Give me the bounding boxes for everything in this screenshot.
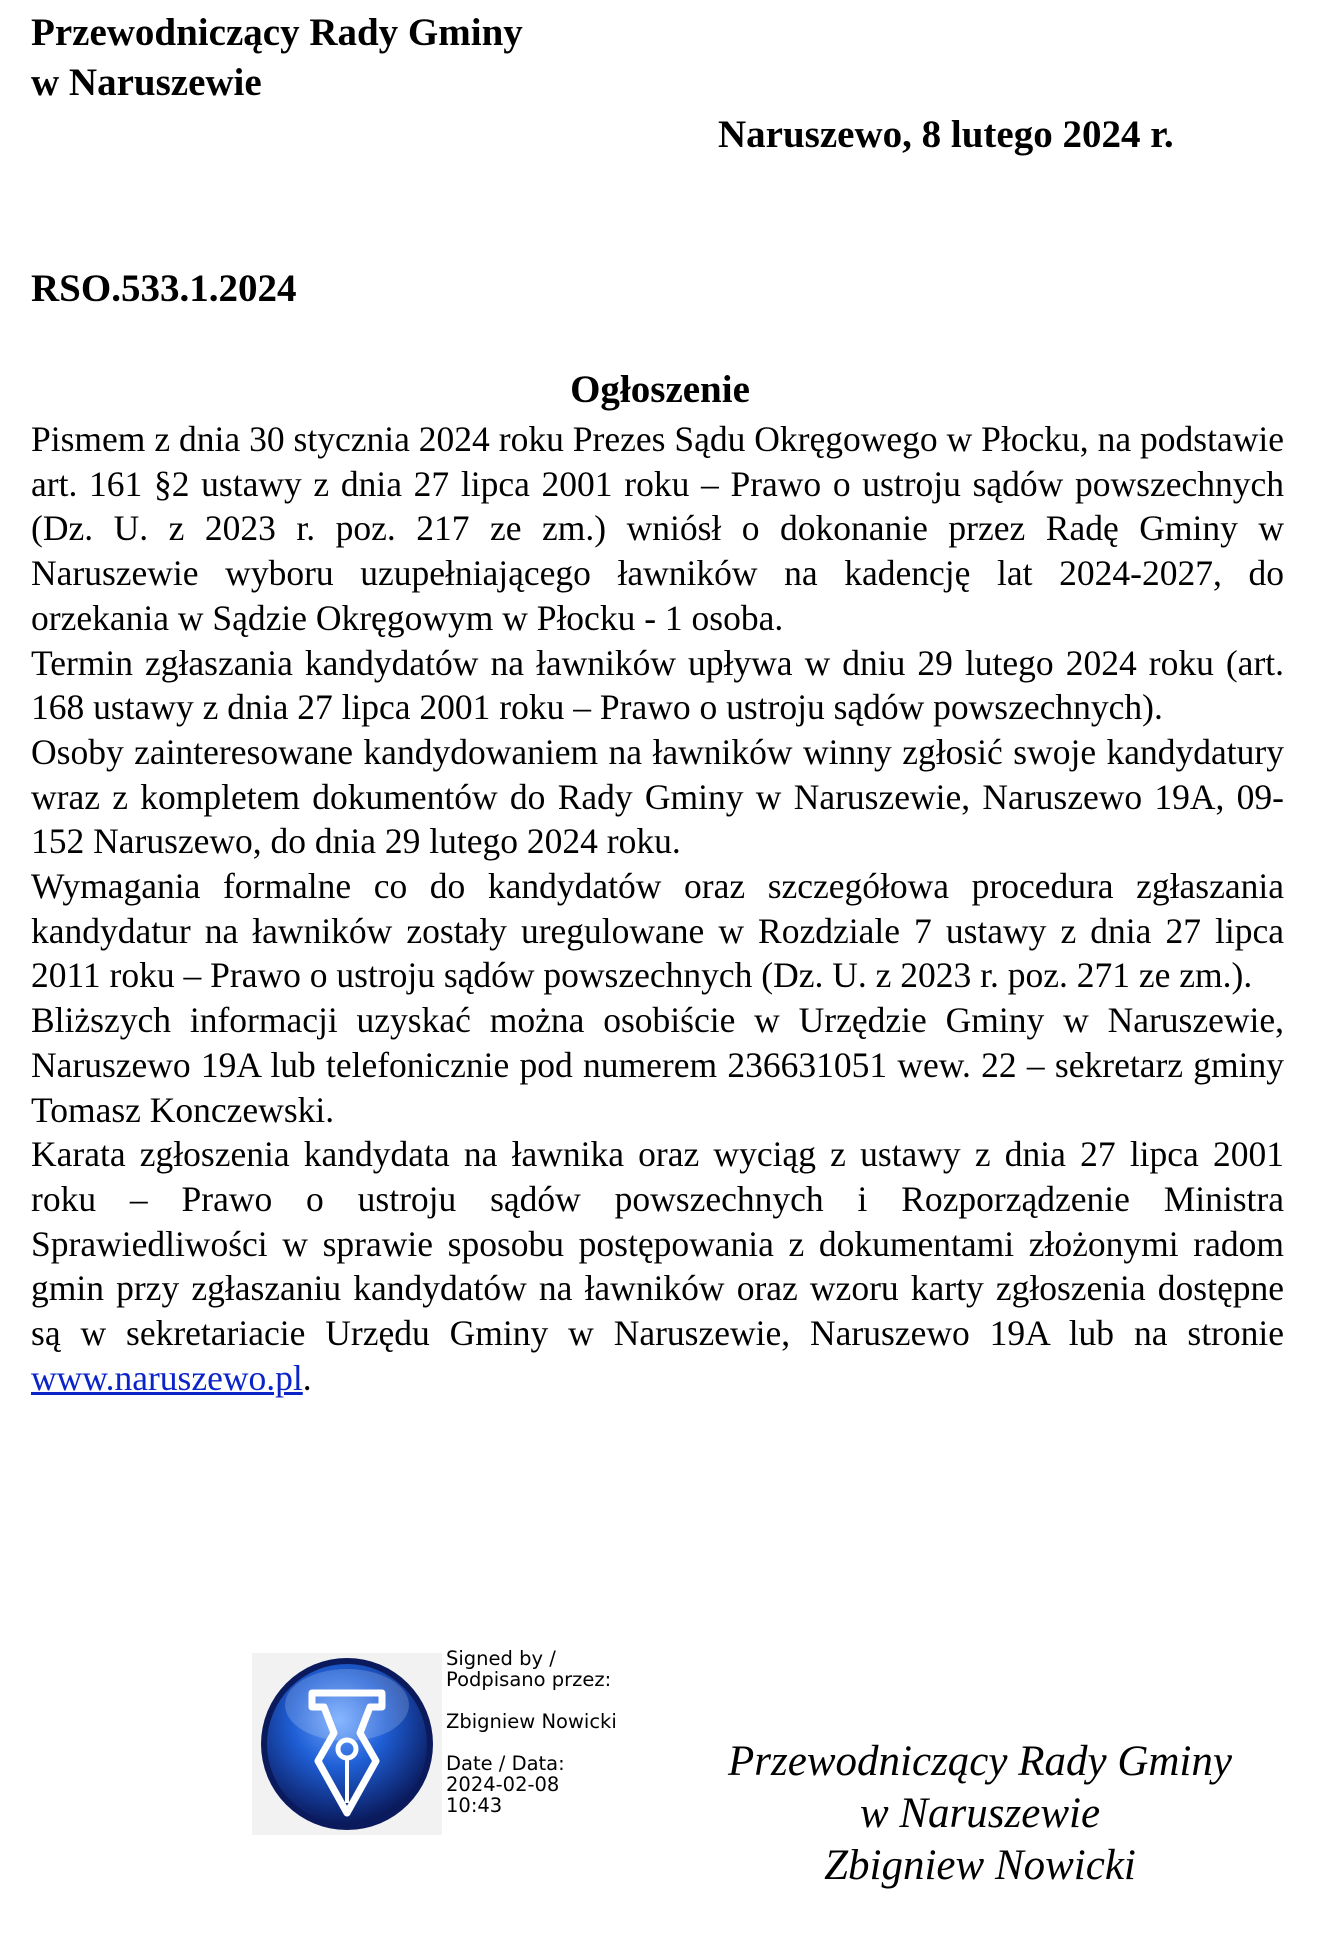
date-value: 2024-02-08 [446, 1773, 560, 1796]
paragraph-1: Pismem z dnia 30 stycznia 2024 roku Prezes Sądu Okręgowego w Płocku, na podstawie art. 161 §2 ustawy z dnia 27 lipca 2001 roku – Prawo o ustroju sądów powszechnych (Dz. U. z 2023 r. poz. 217 ze zm.) wniósł o dokonanie przez Radę Gminy w Naruszewie wyboru uzupełniającego ławników na kadencję lat 2024-2027, do orzekania w Sądzie Okręgowym w Płocku - 1 osoba. [31, 419, 1284, 638]
signed-by-label-2: Podpisano przez: [446, 1668, 612, 1691]
paragraph-6-end: . [302, 1357, 312, 1398]
signer-name: Zbigniew Nowicki [446, 1710, 617, 1733]
closing-line-1: Przewodniczący Rady Gminy [728, 1738, 1232, 1785]
paragraph-5: Bliższych informacji uzyskać można osobiście w Urzędzie Gminy w Naruszewie, Naruszewo 19A lub telefonicznie pod numerem 236631051 wew. 22 – sekretarz gminy Tomasz Konczewski. [31, 1000, 1284, 1130]
signed-by-label-1: Signed by / [446, 1647, 556, 1670]
closing-line-3: Zbigniew Nowicki [824, 1842, 1136, 1889]
issuer-heading [31, 8, 523, 108]
pen-nib-seal-icon [252, 1653, 442, 1835]
place-date: Naruszewo, 8 lutego 2024 r. [718, 113, 1174, 156]
notice-title: Ogłoszenie [570, 368, 750, 411]
date-label: Date / Data: [446, 1752, 565, 1775]
digital-signature-block [252, 1648, 652, 1838]
paragraph-6 [31, 1132, 1284, 1400]
paragraph-6-text: Karata zgłoszenia kandydata na ławnika oraz wyciąg z ustawy z dnia 27 lipca 2001 roku – Prawo o ustroju sądów powszechnych i Rozporządzenie Ministra Sprawiedliwości w sprawie sposobu postępowania z dokumentami złożonymi radom gmin przy zgłaszaniu kandydatów na ławników oraz wzoru karty zgłoszenia dostępne są w sekretariacie Urzędu Gminy w Naruszewie, Naruszewo 19A lub na stronie [31, 1134, 1284, 1354]
closing-signature [700, 1736, 1260, 1892]
website-link[interactable]: www.naruszewo.pl [31, 1357, 303, 1398]
time-value: 10:43 [446, 1794, 503, 1817]
paragraph-2: Termin zgłaszania kandydatów na ławników upływa w dniu 29 lutego 2024 roku (art. 168 ustawy z dnia 27 lipca 2001 roku – Prawo o ustroju sądów powszechnych). [31, 642, 1284, 728]
paragraph-4: Wymagania formalne co do kandydatów oraz szczegółowa procedura zgłaszania kandydatur na ławników zostały uregulowane w Rozdziale 7 ustawy z dnia 27 lipca 2011 roku – Prawo o ustroju sądów powszechnych (Dz. U. z 2023 r. poz. 271 ze zm.). [31, 866, 1284, 996]
signature-details [446, 1648, 656, 1816]
notice-body [31, 417, 1284, 1400]
issuer-line-2: w Naruszewie [31, 61, 262, 104]
reference-number: RSO.533.1.2024 [31, 267, 297, 310]
closing-line-2: w Naruszewie [859, 1790, 1101, 1837]
paragraph-3: Osoby zainteresowane kandydowaniem na ławników winny zgłosić swoje kandydatury wraz z kompletem dokumentów do Rady Gminy w Naruszewie, Naruszewo 19A, 09-152 Naruszewo, do dnia 29 lutego 2024 roku. [31, 731, 1284, 862]
issuer-line-1: Przewodniczący Rady Gminy [31, 11, 523, 54]
